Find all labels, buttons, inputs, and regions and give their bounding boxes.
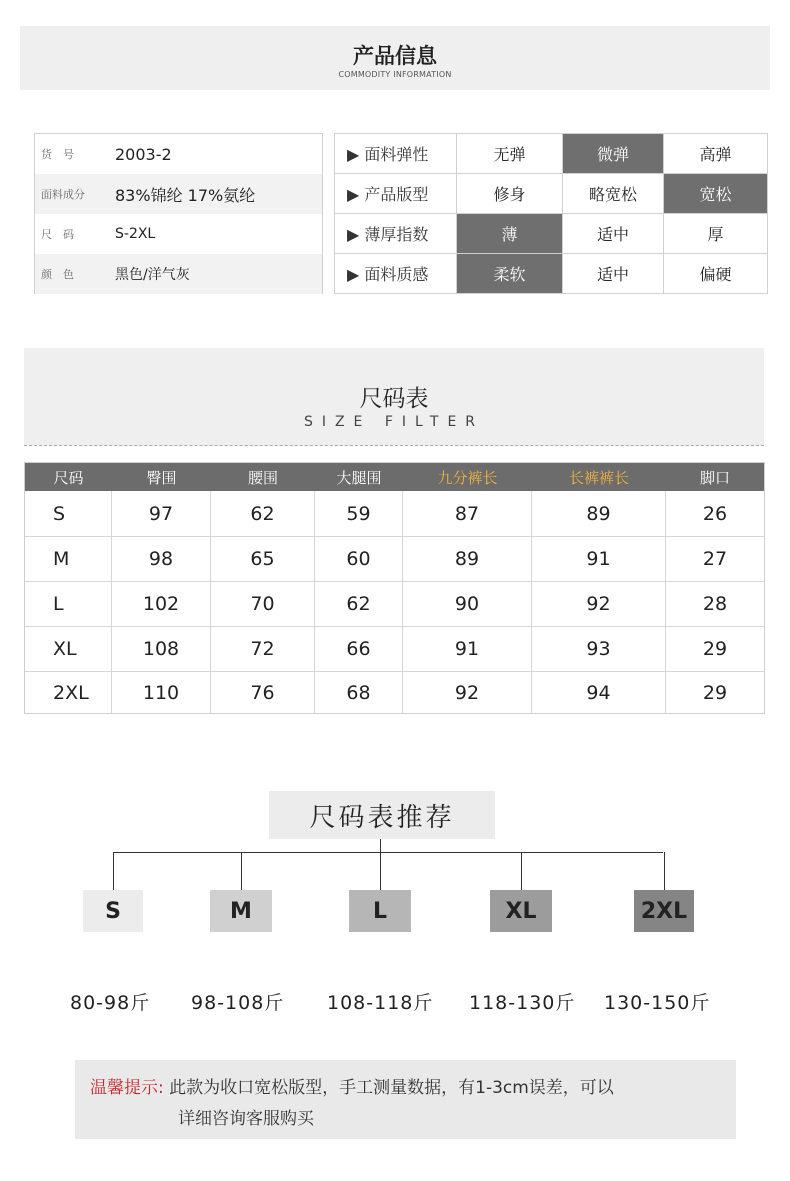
size-table-cell: 26 (666, 491, 764, 537)
product-info-title: 产品信息 (353, 44, 437, 68)
size-table-header: 尺码 (25, 463, 112, 491)
attribute-name: ▶ 产品版型 (335, 174, 457, 214)
attribute-name: ▶ 面料弹性 (335, 134, 457, 174)
size-table-cell: 60 (315, 537, 403, 582)
size-table (24, 462, 765, 714)
attribute-option-selected: 宽松 (664, 174, 768, 214)
size-table-cell: 28 (666, 582, 764, 627)
attribute-option: 适中 (563, 254, 664, 294)
size-chart-header (24, 348, 764, 446)
attribute-name: ▶ 薄厚指数 (335, 214, 457, 254)
warm-tip-box (75, 1060, 736, 1139)
product-info-header (20, 26, 770, 90)
size-table-cell: 92 (403, 672, 532, 713)
attribute-option: 修身 (457, 174, 563, 214)
attribute-option: 偏硬 (664, 254, 768, 294)
size-table-cell: 87 (403, 491, 532, 537)
size-table-header: 臀围 (112, 463, 211, 491)
recommend-size-box: XL (490, 890, 552, 932)
size-table-cell: 98 (112, 537, 211, 582)
spec-label: 货 号 (41, 148, 74, 161)
spec-row-item-no (35, 134, 322, 174)
attribute-name: ▶ 面料质感 (335, 254, 457, 294)
size-table-cell: 108 (112, 627, 211, 672)
attribute-option: 无弹 (457, 134, 563, 174)
size-table-cell: 90 (403, 582, 532, 627)
spec-value: 黑色/洋气灰 (115, 267, 190, 283)
size-recommend-title: 尺码表推荐 (269, 791, 495, 839)
spec-label: 面料成分 (41, 188, 85, 201)
connector-line (113, 852, 663, 853)
size-table-cell: 29 (702, 681, 728, 704)
size-table-cell: 27 (666, 537, 764, 582)
size-table-size-cell: 2XL (25, 672, 112, 713)
size-table-cell: 102 (112, 582, 211, 627)
size-table-size-cell: XL (25, 627, 112, 672)
size-table-cell: 91 (403, 627, 532, 672)
recommend-size-box: 2XL (634, 890, 694, 932)
attribute-option: 略宽松 (563, 174, 664, 214)
size-table-cell: 91 (532, 537, 666, 582)
attribute-option-selected: 薄 (457, 214, 563, 254)
product-info-subtitle: COMMODITY INFORMATION (338, 70, 452, 79)
size-table-cell: 72 (211, 627, 315, 672)
tip-label: 温馨提示: (90, 1078, 164, 1098)
spec-label: 颜 色 (41, 268, 74, 281)
size-table-cell: 89 (403, 537, 532, 582)
attribute-option: 厚 (664, 214, 768, 254)
size-table-cell: 92 (532, 582, 666, 627)
size-table-header: 长裤裤长 (532, 463, 666, 491)
size-table-header: 脚口 (666, 463, 764, 491)
size-table-size-cell: L (25, 582, 112, 627)
size-table-cell: 76 (211, 672, 315, 713)
connector-drop-line (113, 852, 114, 890)
recommend-weight-range: 98-108斤 (191, 992, 285, 1014)
size-table-cell: 29 (666, 627, 764, 672)
connector-drop-line (380, 852, 381, 890)
product-spec-table (34, 133, 323, 294)
size-table-header: 九分裤长 (403, 463, 532, 491)
recommend-size-box: L (349, 890, 411, 932)
spec-label: 尺 码 (41, 228, 74, 241)
recommend-size-box: M (210, 890, 272, 932)
size-table-cell: 62 (315, 582, 403, 627)
connector-drop-line (241, 852, 242, 890)
attribute-option: 适中 (563, 214, 664, 254)
size-table-size-cell: S (25, 491, 112, 537)
recommend-size-box: S (83, 890, 143, 932)
tip-text: 此款为收口宽松版型，手工测量数据，有1-3cm误差，可以 (163, 1078, 614, 1098)
spec-value: S-2XL (115, 226, 156, 242)
spec-value: 83%锦纶 17%氨纶 (115, 185, 256, 205)
size-table-cell: 93 (532, 627, 666, 672)
size-table-header: 大腿围 (315, 463, 403, 491)
size-table-cell: 89 (532, 491, 666, 537)
spec-row-size (35, 214, 322, 254)
size-table-cell: 97 (112, 491, 211, 537)
size-chart-subtitle: SIZE FILTER (303, 414, 485, 430)
connector-drop-line (664, 852, 665, 890)
size-chart-title: 尺码表 (359, 386, 429, 412)
recommend-weight-range: 108-118斤 (327, 992, 434, 1014)
recommend-weight-range: 80-98斤 (70, 992, 151, 1014)
attribute-option-selected: 柔软 (457, 254, 563, 294)
size-table-cell: 110 (112, 672, 211, 713)
spec-value: 2003-2 (115, 144, 172, 164)
fabric-attribute-table (334, 133, 768, 294)
size-table-cell: 59 (315, 491, 403, 537)
size-table-cell: 66 (315, 627, 403, 672)
connector-drop-line (521, 852, 522, 890)
size-table-cell: 68 (315, 672, 403, 713)
attribute-option: 高弹 (664, 134, 768, 174)
tip-line-1 (90, 1073, 614, 1098)
spec-row-color (35, 254, 322, 294)
size-table-cell: 65 (211, 537, 315, 582)
size-table-size-cell: M (25, 537, 112, 582)
size-table-cell: 70 (211, 582, 315, 627)
size-table-cell: 94 (532, 672, 666, 713)
recommend-weight-range: 130-150斤 (604, 992, 711, 1014)
spec-row-material (35, 174, 322, 214)
attribute-option-selected: 微弹 (563, 134, 664, 174)
tip-line-2: 详细咨询客服购买 (178, 1109, 314, 1129)
title-connector-line (380, 839, 381, 852)
recommend-weight-range: 118-130斤 (469, 992, 576, 1014)
size-table-cell: 62 (211, 491, 315, 537)
size-table-header: 腰围 (211, 463, 315, 491)
